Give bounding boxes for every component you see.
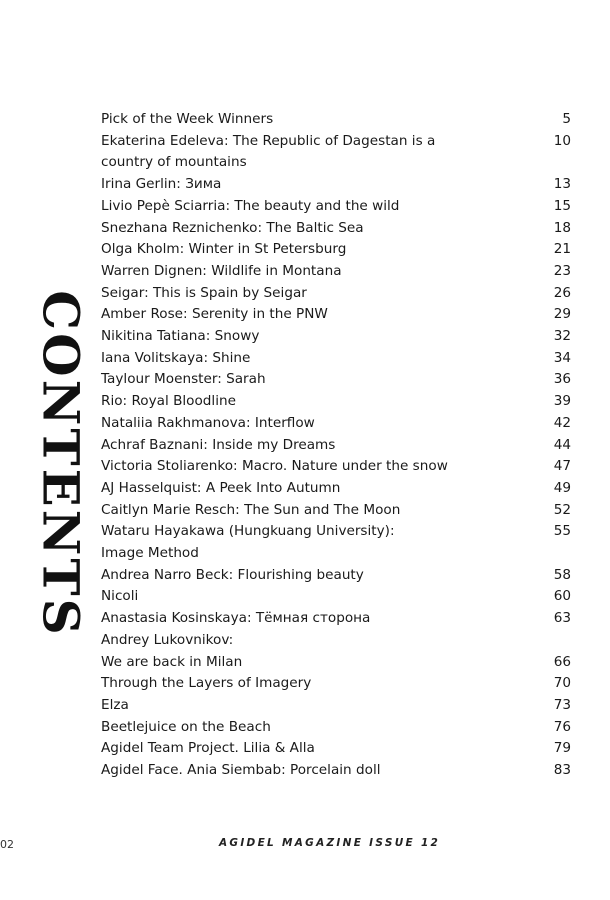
toc-entry-title-line: AJ Hasselquist: A Peek Into Autumn: [101, 479, 341, 496]
toc-entry-title: [101, 717, 541, 739]
toc-entry-page: 55: [553, 523, 571, 540]
toc-entry-title: [101, 369, 541, 391]
toc-entry-title-line: Andrea Narro Beck: Flourishing beauty: [101, 566, 364, 583]
toc-entry-title-line: Caitlyn Marie Resch: The Sun and The Moon: [101, 501, 401, 518]
toc-entry-title: [101, 174, 541, 196]
toc-entry-title-line: We are back in Milan: [101, 653, 243, 670]
toc-entry-page: 76: [553, 718, 571, 735]
toc-entry-page: 34: [553, 349, 571, 366]
toc-entry-title-line: Nikitina Tatiana: Snowy: [101, 328, 260, 345]
toc-entry-title: [101, 218, 541, 240]
toc-entry-page: 26: [553, 284, 571, 301]
toc-entry-page: 58: [553, 566, 571, 583]
toc-entry-title-line: Through the Layers of Imagery: [101, 675, 312, 692]
toc-entry-title: [101, 478, 541, 500]
toc-entry-page: 79: [553, 740, 571, 757]
toc-entry: [101, 369, 571, 391]
toc-entry-title-line: Amber Rose: Serenity in the PNW: [101, 306, 328, 323]
toc-entry-title-line: country of mountains: [101, 154, 247, 171]
toc-entry-title-line: Pick of the Week Winners: [101, 111, 274, 127]
toc-entry-title-line: Agidel Team Project. Lilia & Alla: [101, 740, 315, 757]
toc-entry-page: 29: [553, 306, 571, 323]
toc-entry-title-line: Snezhana Reznichenko: The Baltic Sea: [101, 219, 364, 236]
toc-entry-title: [101, 521, 541, 564]
toc-entry-title-line: Andrey Lukovnikov:: [101, 631, 234, 648]
toc-entry-title: [101, 586, 541, 608]
toc-entry-title-line: Elza: [101, 696, 129, 713]
toc-entry: [101, 586, 571, 608]
toc-entry-title: [101, 348, 541, 370]
toc-entry: [101, 348, 571, 370]
toc-entry: [101, 261, 571, 283]
toc-entry: [101, 283, 571, 305]
toc-entry-page: 32: [553, 328, 571, 345]
toc-entry: [101, 456, 571, 478]
toc-entry: [101, 630, 571, 652]
toc-entry-page: 83: [553, 762, 571, 779]
toc-entry: [101, 608, 571, 630]
toc-entry-title: [101, 608, 541, 630]
toc-entry-page: 39: [553, 393, 571, 410]
toc-entry-page: 15: [553, 197, 571, 214]
toc-entry: [101, 738, 571, 760]
toc-entry-title: [101, 413, 541, 435]
toc-entry-title-line: Victoria Stoliarenko: Macro. Nature under the snow: [101, 458, 448, 475]
toc-entry-title-line: Rio: Royal Bloodline: [101, 393, 236, 410]
toc-entry: [101, 131, 571, 174]
toc-entry-page: 13: [553, 176, 571, 193]
toc-entry: [101, 109, 571, 131]
toc-entry-page: 10: [553, 132, 571, 149]
toc-entry-page: 23: [553, 262, 571, 279]
toc-entry: [101, 695, 571, 717]
toc-entry-page: 36: [553, 371, 571, 388]
toc-entry-title-line: Livio Pepè Sciarria: The beauty and the wild: [101, 197, 400, 214]
toc-entry-page: 60: [553, 588, 571, 605]
toc-entry: [101, 565, 571, 587]
toc-entry-title: [101, 435, 541, 457]
toc-entry-page: 44: [553, 436, 571, 453]
toc-entry: [101, 521, 571, 564]
toc-entry-title: [101, 391, 541, 413]
toc-entry-title: [101, 695, 541, 717]
toc-entry-page: 73: [553, 696, 571, 713]
toc-entry-title-line: Wataru Hayakawa (Hungkuang University):: [101, 523, 395, 540]
toc-entry-title: [101, 652, 541, 674]
toc-entry-title: [101, 131, 541, 174]
toc-entry-title: [101, 261, 541, 283]
toc-entry-title: [101, 326, 541, 348]
toc-entry: [101, 174, 571, 196]
toc-entry: [101, 673, 571, 695]
toc-entry-title: [101, 760, 541, 782]
toc-entry-title-line: Nicoli: [101, 588, 139, 605]
toc-entry-page: 5: [562, 111, 571, 127]
toc-entry-title-line: Taylour Moenster: Sarah: [101, 371, 266, 388]
toc-entry-page: 42: [553, 414, 571, 431]
toc-entry-title-line: Warren Dignen: Wildlife in Montana: [101, 262, 342, 279]
toc-entry: [101, 239, 571, 261]
toc-entry-title-line: Anastasia Kosinskaya: Тёмная сторона: [101, 610, 371, 627]
toc-entry: [101, 500, 571, 522]
toc-entry-page: 49: [553, 479, 571, 496]
toc-entry-title: [101, 196, 541, 218]
toc-entry-title-line: Ekaterina Edeleva: The Republic of Dagestan is a: [101, 132, 436, 149]
toc-entry: [101, 478, 571, 500]
toc-entry: [101, 717, 571, 739]
toc-entry-page: 47: [553, 458, 571, 475]
toc-entry-title: [101, 630, 541, 652]
page-number: 02: [0, 838, 14, 851]
toc-entry-title-line: Iana Volitskaya: Shine: [101, 349, 251, 366]
toc-entry: [101, 196, 571, 218]
toc-entry-title: [101, 456, 541, 478]
toc-entry-title-line: Olga Kholm: Winter in St Petersburg: [101, 241, 347, 258]
toc-entry-title: [101, 565, 541, 587]
toc-entry-page: 18: [553, 219, 571, 236]
toc-entry-title-line: Beetlejuice on the Beach: [101, 718, 271, 735]
toc-entry-title: [101, 500, 541, 522]
toc-entry-title: [101, 283, 541, 305]
toc-entry: [101, 304, 571, 326]
toc-entry-title: [101, 239, 541, 261]
toc-entry: [101, 391, 571, 413]
toc-entry-title-line: Irina Gerlin: Зима: [101, 176, 222, 193]
toc-entry: [101, 435, 571, 457]
magazine-footer: AGIDEL MAGAZINE ISSUE 12: [219, 837, 441, 849]
toc-entry-title-line: Agidel Face. Ania Siembab: Porcelain doll: [101, 762, 381, 779]
toc-entry: [101, 760, 571, 782]
toc-entry: [101, 326, 571, 348]
toc-entry-title: [101, 304, 541, 326]
toc-entry: [101, 413, 571, 435]
toc-entry-page: 21: [553, 241, 571, 258]
toc-entry-title: [101, 109, 541, 131]
toc-entry-title-line: Nataliia Rakhmanova: Interflow: [101, 414, 315, 431]
toc-entry-title-line: Achraf Baznani: Inside my Dreams: [101, 436, 336, 453]
contents-heading: CONTENTS: [31, 290, 91, 638]
toc-entry: [101, 218, 571, 240]
toc-entry-page: 52: [553, 501, 571, 518]
toc-entry-title-line: Seigar: This is Spain by Seigar: [101, 284, 307, 301]
toc-entry-title: [101, 738, 541, 760]
toc-entry-page: 70: [553, 675, 571, 692]
toc-entry-title: [101, 673, 541, 695]
table-of-contents: [101, 109, 571, 782]
toc-entry-page: 63: [553, 610, 571, 627]
toc-entry: [101, 652, 571, 674]
toc-entry-page: 66: [553, 653, 571, 670]
toc-entry-title-line: Image Method: [101, 545, 199, 562]
